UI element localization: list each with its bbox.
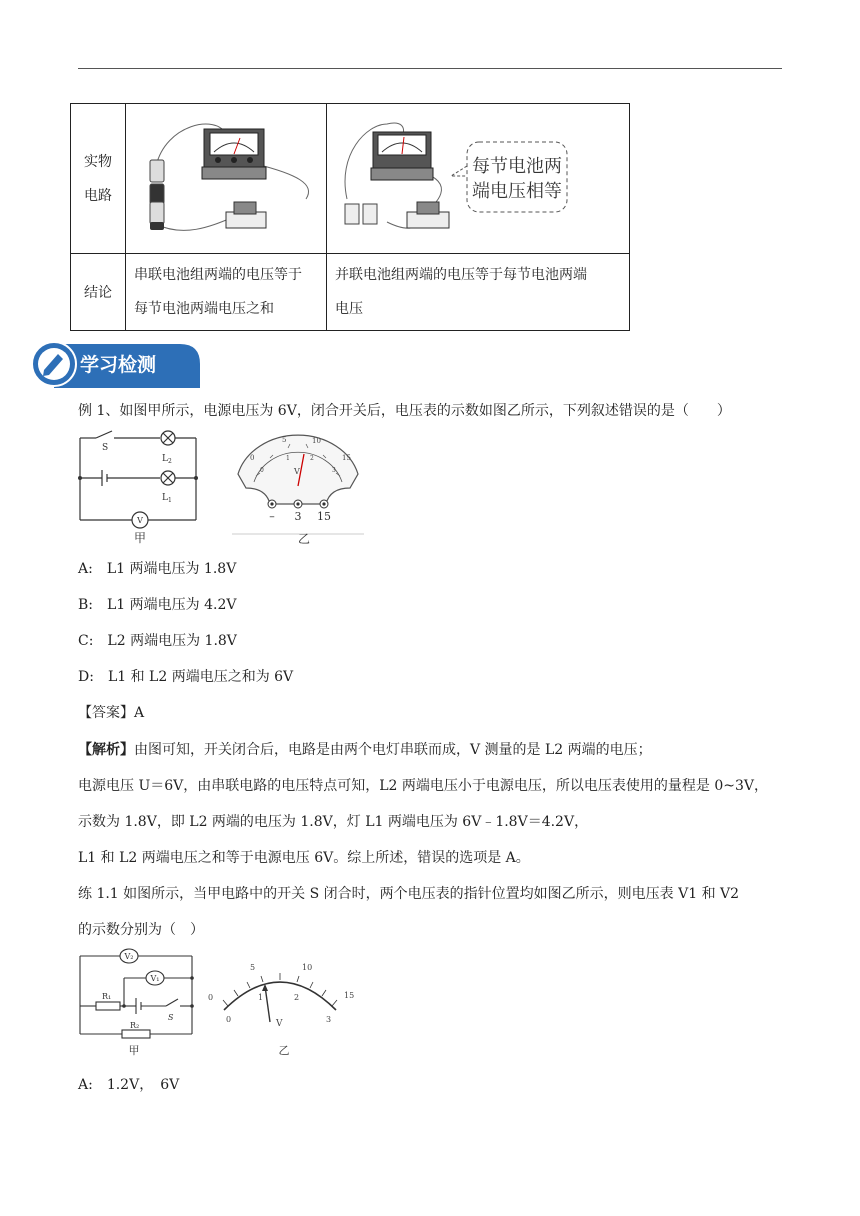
r2-label: R₂ — [130, 1021, 140, 1030]
analysis-label: 【解析】 — [78, 742, 134, 758]
label-line: 电路 — [84, 187, 112, 204]
example1-question: 例 1、如图甲所示，电源电压为 6V，闭合开关后，电压表的示数如图乙所示，下列叙述错误的是（ ） — [78, 403, 731, 419]
lamp1-subscript: 1 — [167, 497, 172, 504]
option-a: A: L1 两端电压为 1.8V — [78, 561, 237, 577]
figure-caption-yi: 乙 — [297, 532, 311, 544]
row-label-conclusion: 结论 — [71, 254, 126, 331]
conclusion-line: 电压 — [335, 301, 363, 317]
header-rule — [78, 68, 782, 69]
example1-circuit-diagram — [74, 428, 204, 546]
conclusion-line: 并联电池组两端的电压等于每节电池两端 — [335, 267, 587, 283]
figure-caption-jia: 甲 — [133, 531, 147, 545]
terminal-label: 15 — [317, 510, 331, 523]
practice1-question-line-1: 练 1.1 如图所示，当甲电路中的开关 S 闭合时，两个电压表的指针位置均如图乙所示，则电压表 V1 和 V2 — [78, 886, 740, 902]
label-line: 实物 — [84, 153, 112, 170]
analysis-line-2: 电源电压 U＝6V，由串联电路的电压特点可知，L2 两端电压小于电源电压，所以电压表使用的量程是 0~3V， — [78, 778, 769, 794]
parallel-circuit-photo — [327, 104, 630, 254]
v1-label: V₁ — [150, 974, 160, 983]
outer-tick-label: 5 — [250, 963, 256, 972]
outer-tick-label: 0 — [250, 454, 255, 462]
practice1-circuit-diagram — [76, 944, 198, 1060]
voltmeter-label: V — [137, 516, 143, 525]
inner-tick-label: 2 — [310, 455, 314, 462]
switch-label: S — [102, 443, 109, 453]
series-circuit-photo — [126, 104, 327, 254]
bubble-text-line: 每节电池两 — [472, 156, 562, 177]
v2-label: V₂ — [124, 952, 134, 961]
outer-tick-label: 0 — [208, 993, 214, 1002]
lamp1-letter: L — [162, 493, 168, 503]
answer-line: 【答案】A — [78, 705, 145, 721]
battery-comparison-table — [70, 103, 630, 331]
section-title: 学习检测 — [80, 354, 157, 376]
terminal-label: 3 — [294, 510, 302, 523]
lamp1-label — [162, 493, 172, 504]
figure-caption-yi: 乙 — [278, 1044, 290, 1057]
practice1-voltmeter-scale — [206, 956, 354, 1060]
figure-caption-jia: 甲 — [128, 1044, 140, 1057]
inner-tick-label: 0 — [260, 467, 264, 474]
outer-tick-label: 15 — [342, 454, 351, 462]
r1-label: R₁ — [102, 992, 112, 1001]
bubble-text-line: 端电压相等 — [472, 181, 562, 202]
dial-unit-label: V — [294, 467, 300, 476]
outer-tick-label: 10 — [312, 437, 321, 445]
inner-tick-label: 3 — [326, 1015, 332, 1024]
analysis-line-4: L1 和 L2 两端电压之和等于电源电压 6V。综上所述，错误的选项是 A。 — [78, 850, 530, 866]
practice1-option-a: A: 1.2V， 6V — [78, 1077, 180, 1093]
analysis-line-1 — [78, 739, 652, 759]
series-conclusion — [126, 254, 327, 331]
practice1-question-line-2: 的示数分别为（ ） — [78, 922, 204, 938]
inner-tick-label: 1 — [258, 993, 264, 1002]
row-label-circuit — [71, 104, 126, 254]
parallel-conclusion — [327, 254, 630, 331]
option-c: C: L2 两端电压为 1.8V — [78, 633, 237, 649]
outer-tick-label: 10 — [302, 963, 313, 972]
conclusion-line: 串联电池组两端的电压等于 — [134, 267, 302, 283]
lamp2-subscript: 2 — [167, 458, 172, 465]
inner-tick-label: 3 — [332, 467, 336, 474]
dial-unit-label: V — [276, 1019, 283, 1029]
lamp2-label — [162, 454, 172, 465]
lamp2-letter: L — [162, 454, 168, 464]
analysis-line-3: 示数为 1.8V，即 L2 两端的电压为 1.8V，灯 L1 两端电压为 6V﹣1.8V＝4.2V， — [78, 814, 589, 830]
terminal-label: – — [269, 510, 275, 523]
outer-tick-label: 15 — [344, 991, 354, 1000]
example1-voltmeter-dial — [232, 426, 364, 544]
switch-label: S — [168, 1013, 174, 1022]
inner-tick-label: 2 — [294, 993, 300, 1002]
option-d: D: L1 和 L2 两端电压之和为 6V — [78, 669, 294, 685]
outer-tick-label: 5 — [282, 436, 287, 444]
option-b: B: L1 两端电压为 4.2V — [78, 597, 237, 613]
analysis-text: 由图可知，开关闭合后，电路是由两个电灯串联而成，V 测量的是 L2 两端的电压； — [134, 742, 652, 758]
conclusion-line: 每节电池两端电压之和 — [134, 301, 274, 317]
inner-tick-label: 1 — [286, 455, 290, 462]
inner-tick-label: 0 — [226, 1015, 232, 1024]
